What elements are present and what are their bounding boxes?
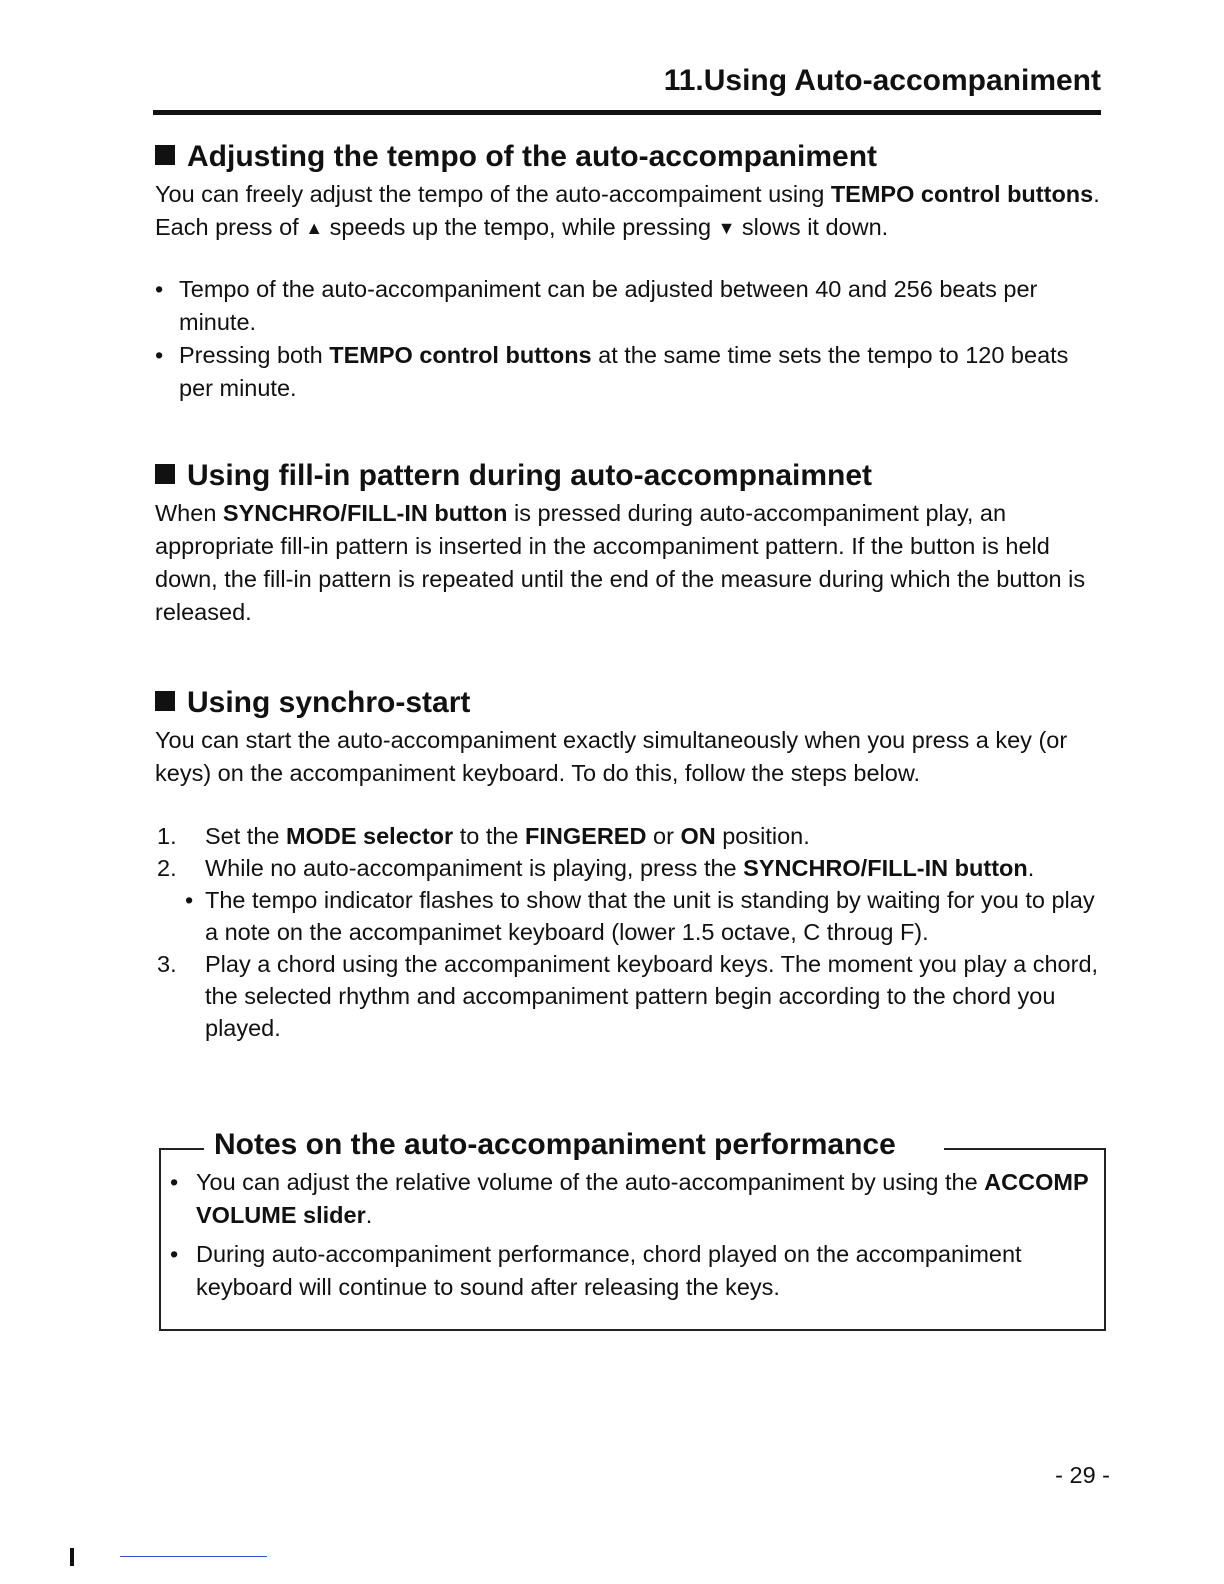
list-item: • During auto-accompaniment performance, chord played on the accompaniment keyboard will continue to sound after releasing the keys. [168,1238,1098,1304]
text-run: . [365,1202,373,1228]
bold-run: TEMPO control buttons [830,181,1094,207]
page-number: - 29 - [1055,1462,1110,1488]
bold-run: SYNCHRO/FILL-IN button [222,500,508,526]
text-run: position. [715,823,810,849]
section-fillin-heading [155,459,1107,493]
section-synchro-intro: You can start the auto-accompaniment exactly simultaneously when you press a key (or keys) on the accompaniment keyboard. To do this, follow the steps below. [155,727,1068,786]
step-number: 2. [157,855,177,881]
text-run: speeds up the tempo, while pressing [323,214,718,240]
synchro-steps [155,820,1107,1044]
section-tempo-bullets [155,273,1107,405]
step-item [155,852,1107,884]
square-bullet-icon [155,464,175,484]
bold-run: ON [680,823,716,849]
header-rule [153,110,1101,115]
bold-run: MODE selector [286,823,454,849]
bullet-dot-icon: • [185,887,194,913]
section-synchro-title: Using synchro-start [187,686,471,719]
text-run: at the same time sets the tempo to 120 beats per minute. [179,342,1069,401]
text-run: Set the [205,823,286,849]
text-run: Pressing both [179,342,330,368]
square-bullet-icon [155,691,175,711]
section-synchro-heading [155,686,1107,720]
section-tempo-intro [155,178,1107,245]
section-synchro [155,686,1107,1044]
section-tempo-title: Adjusting the tempo of the auto-accompaniment [187,140,878,173]
section-fillin-title: Using fill-in pattern during auto-accompnaimnet [187,459,873,492]
text-run: You can freely adjust the tempo of the auto-accompaiment using [155,181,831,207]
step-sub-note [155,884,1107,948]
text-run: Play a chord using the accompaniment keyboard keys. The moment you play a chord, the selected rhythm and accompaniment pattern begin according to the chord you played. [205,951,1099,1041]
text-run: You can adjust the relative volume of the auto-accompaniment by using the [196,1169,985,1195]
text-run: slows it down. [735,214,889,240]
list-item [155,339,1107,405]
up-triangle-icon: ▲ [305,218,324,238]
text-run: is pressed during auto-accompaniment play, an appropriate fill-in pattern is inserted in the accompaniment pattern. If the button is held down, the fill-in pattern is repeated until the end of the measure during which the button is released. [155,500,1086,625]
step-item [155,948,1107,1044]
page-header-title: 11.Using Auto-accompaniment [663,64,1101,97]
section-tempo-heading [155,140,1107,174]
text-run: The tempo indicator flashes to show that the unit is standing by waiting for you to play a note on the accompanimet keyboard (lower 1.5 octave, C throug F). [205,887,1095,945]
notes-title: Notes on the auto-accompaniment performance [214,1128,896,1161]
text-run: When [155,500,223,526]
list-item: • Tempo of the auto-accompaniment can be adjusted between 40 and 256 beats per minute. [155,273,1107,339]
step-item [155,820,1107,852]
text-run: . [1027,855,1035,881]
bold-run: SYNCHRO/FILL-IN button [743,855,1028,881]
section-tempo [155,140,1107,405]
down-triangle-icon: ▼ [717,218,736,238]
scan-corner-mark [70,1548,74,1566]
text-run: While no auto-accompaniment is playing, press the [205,855,744,881]
notes-list [168,1166,1098,1310]
section-fillin-body [155,497,1107,629]
section-fillin [155,459,1107,629]
footer-rule [120,1556,267,1557]
text-run: . Each press of [155,181,1100,240]
text-run: or [646,823,681,849]
text-run: to the [453,823,526,849]
list-item [168,1166,1098,1232]
bold-run: FINGERED [525,823,647,849]
square-bullet-icon [155,145,175,165]
step-number: 1. [157,823,177,849]
step-number: 3. [157,951,177,977]
bold-run: TEMPO control buttons [329,342,592,368]
bold-run: ACCOMP VOLUME slider [196,1169,1089,1228]
